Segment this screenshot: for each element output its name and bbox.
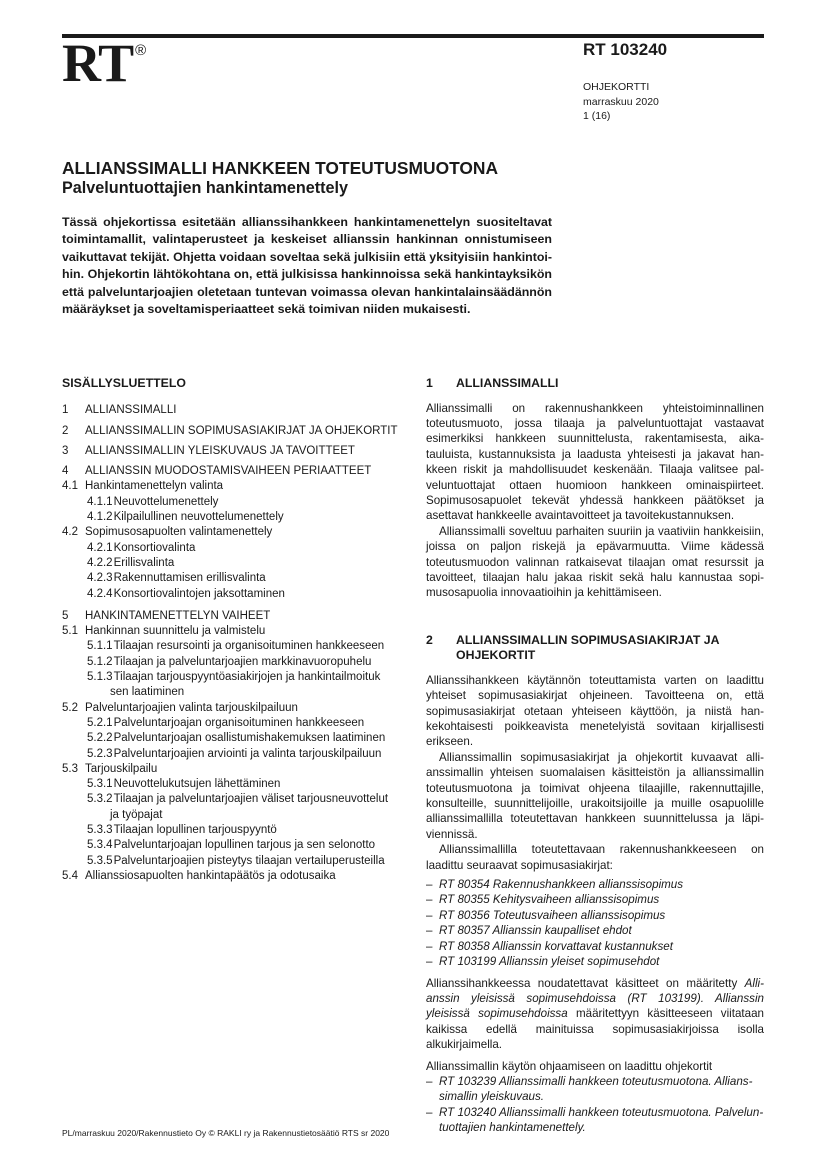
toc-number: 5.1.3 — [87, 671, 113, 684]
section-number: 2 — [426, 632, 433, 647]
toc-number: 4.2.2 — [87, 556, 113, 569]
toc-item[interactable] — [62, 403, 402, 418]
toc-number: 2 — [62, 424, 69, 437]
toc-item[interactable] — [62, 541, 402, 556]
list-item: – RT 103239 Allianssimalli hankkeen toteutusmuotona. Allianssimallin yleiskuvaus. — [426, 1074, 764, 1105]
intro-paragraph: Tässä ohjekortissa esitetään allianssihankkeen hankintamenettelyn suositeltavat toimintamallit, valintaperusteet ja keskeiset allianssin hankinnan onnistumiseen vaikuttavat tekijät. Ohjetta voidaan soveltaa sekä julkisiin että yksityisiin hankintoihin. Ohjekortin lähtökohtana on, että julkisissa hankinnoissa sekä hankintayksikön että palveluntarjoajien oletetaan tuntevan voimassa olevan hankintalainsäädännön määräykset ja soveltamisperiaatteet sekä toimivan niiden mukaisesti. — [62, 215, 552, 317]
toc-item[interactable] — [62, 556, 402, 571]
section-title: ALLIANSSIMALLIN SOPIMUSASIAKIRJAT JA OHJEKORTIT — [456, 632, 720, 663]
toc-text: Neuvottelukutsujen lähettäminen — [113, 778, 281, 791]
toc-heading: SISÄLLYSLUETTELO — [62, 376, 186, 390]
doc-date: marraskuu 2020 — [583, 95, 659, 108]
toc-item[interactable] — [62, 655, 402, 670]
title-block — [62, 158, 582, 198]
toc-text: ALLIANSSIMALLIN YLEISKUVAUS JA TAVOITTEET — [85, 444, 355, 457]
list-item: – RT 80357 Allianssin kaupalliset ehdot — [426, 923, 764, 938]
toc-text: Konsortiovalintojen jaksottaminen — [113, 587, 285, 600]
doc-number: RT 103240 — [583, 40, 668, 59]
italic-run: Allianssin yleisissä sopimusehdoissa (RT 103199). Allianssin yleisissä sopimusehdoissa — [426, 976, 764, 1021]
toc-text: ALLIANSSIMALLIN SOPIMUSASIAKIRJAT JA OHJEKORTIT — [85, 424, 398, 437]
toc-item[interactable] — [62, 670, 402, 685]
section-number: 1 — [426, 376, 433, 390]
toc-text: Neuvottelumenettely — [113, 495, 219, 508]
guide-card-list — [426, 1074, 764, 1136]
toc-text: Palveluntarjoajien arviointi ja valinta tarjouskilpailuun — [113, 747, 382, 760]
toc-number: 4.2.4 — [87, 587, 113, 600]
toc-number: 4 — [62, 465, 69, 478]
toc-number: 5.1.2 — [87, 655, 113, 668]
toc-text: Tilaajan ja palveluntarjoajien markkinavuoropuhelu — [113, 655, 372, 668]
paragraph: Allianssimallilla toteutettavaan rakennushankkeeseen on laadittu seuraavat sopimusasiakirjat: — [426, 843, 764, 872]
toc-item[interactable] — [62, 731, 402, 746]
toc-text: Allianssiosapuolten hankintapäätös ja odotusaika — [85, 869, 336, 882]
toc-number: 5.2.2 — [87, 732, 113, 745]
toc-text: Erillisvalinta — [113, 556, 175, 569]
toc-item[interactable] — [62, 747, 402, 762]
toc-number: 5.1 — [62, 625, 78, 638]
toc-text: Tilaajan tarjouspyyntöasiakirjojen ja hankintailmoituk — [113, 671, 381, 684]
toc-number: 5.4 — [62, 869, 78, 882]
toc-item[interactable] — [62, 424, 402, 439]
toc-item[interactable] — [62, 762, 402, 777]
text-run: määritettyyn käsitteeseen viitataan kaikissa edellä mainituissa sopimusasiakirjoissa isolla alkukirjaimella. — [426, 1007, 764, 1052]
toc-number: 5.3.1 — [87, 778, 113, 791]
toc-item[interactable] — [62, 479, 402, 494]
toc-number: 5.3.4 — [87, 839, 113, 852]
toc-item[interactable] — [62, 464, 402, 479]
toc-text: Rakennuttamisen erillisvalinta — [113, 572, 266, 585]
toc-number: 1 — [62, 404, 69, 417]
toc-text: Palveluntarjoajan organisoituminen hankkeeseen — [113, 716, 365, 729]
toc-text: Tilaajan lopullinen tarjouspyyntö — [113, 824, 277, 837]
toc-text: Palveluntarjoajan osallistumishakemuksen laatiminen — [113, 732, 386, 745]
table-of-contents — [62, 376, 402, 884]
toc-text: Tilaajan ja palveluntarjoajien väliset tarjousneuvottelut — [113, 793, 389, 806]
toc-number: 5.3.2 — [87, 793, 113, 806]
toc-item[interactable] — [62, 587, 402, 602]
toc-number: 5.3 — [62, 762, 78, 775]
list-item: – RT 80355 Kehitysvaiheen allianssisopimus — [426, 892, 764, 907]
contract-document-list — [426, 877, 764, 969]
paragraph: Allianssimallin käytön ohjaamiseen on laadittu ohjekortit — [426, 1059, 713, 1073]
toc-item[interactable] — [62, 495, 402, 510]
toc-item[interactable] — [62, 609, 402, 624]
toc-number: 5.3.3 — [87, 824, 113, 837]
toc-number: 3 — [62, 444, 69, 457]
toc-text: Sopimusosapuolten valintamenettely — [85, 526, 273, 539]
doc-meta — [583, 80, 659, 124]
paragraph: Allianssimalli soveltuu parhaiten suuriin ja vaativiin hankkeisiin, joissa on paljon riskejä ja epävarmuutta. Viime kädessä toteutusmuodon valinnan ratkaisevat tilaajan omat resurssit ja tavoitteet, tilaajan halu jakaa riskit sekä halu kannustaa sopimusosapuolia innovaatioihin ja kehittämiseen. — [426, 524, 764, 600]
toc-text: ALLIANSSIMALLI — [85, 404, 177, 417]
rt-logo: RT ® — [62, 33, 146, 93]
toc-item[interactable] — [62, 639, 402, 654]
toc-item[interactable] — [62, 525, 402, 540]
toc-text: Hankintamenettelyn valinta — [85, 480, 224, 493]
toc-number: 5.2.3 — [87, 747, 113, 760]
toc-item[interactable] — [62, 777, 402, 792]
toc-number: 4.1.1 — [87, 495, 113, 508]
toc-item[interactable] — [62, 823, 402, 838]
toc-text: Palveluntarjoajan lopullinen tarjous ja sen selonotto — [113, 839, 376, 852]
toc-item[interactable] — [62, 854, 402, 869]
toc-item-continuation: ja työpajat — [110, 808, 163, 821]
toc-item[interactable] — [62, 624, 402, 639]
toc-text: Hankinnan suunnittelu ja valmistelu — [85, 625, 266, 638]
paragraph: Allianssimalli on rakennushankkeen yhteistoiminnallinen toteutusmuoto, jossa tilaaja ja palveluntuottajat vastaavat esimerkiksi hankkeen suunnittelusta, rakentamisesta, aikatauluista, kustannuksista ja laadusta yhteisesti ja jakavat hankkeen riskit ja mahdollisuudet keskenään. Tilaaja valitsee palveluntuottajat ottaen huomioon hankkeen ominaispiirteet. Sopimusosapuolet tekevät yhdessä hankkeen päätökset ja asettavat hankkeelle avaintavoitteet ja tavoitekustannuksen. — [426, 401, 764, 523]
footer: PL/marraskuu 2020/Rakennustieto Oy © RAKLI ry ja Rakennustietosäätiö RTS sr 2020 — [62, 1128, 390, 1138]
toc-number: 5.1.1 — [87, 640, 113, 653]
toc-number: 4.1 — [62, 480, 78, 493]
list-item: – RT 103199 Allianssin yleiset sopimusehdot — [426, 954, 764, 969]
toc-number: 5.2 — [62, 701, 78, 714]
toc-item[interactable] — [62, 444, 402, 459]
toc-text: Palveluntarjoajien pisteytys tilaajan vertailuperusteilla — [113, 854, 385, 867]
paragraph: Allianssimallin sopimusasiakirjat ja ohjekortit kuvaavat allianssimallin yhteisen suomalaisen käsitteistön ja allianssimallin toteutusmuotona ja toimivat ohjeena tilaajille, rakennuttajille, konsulteille, suunnittelijoille, urakoitsijoille ja muille osapuolille allianssimallilla toteutettavan hankkeen suunnittelussa ja läpiviennissä. — [426, 750, 764, 841]
top-rule — [62, 34, 764, 38]
main-title: ALLIANSSIMALLI HANKKEEN TOTEUTUSMUOTONA — [62, 158, 499, 178]
toc-number: 4.2.1 — [87, 541, 113, 554]
section-2-heading — [426, 633, 764, 664]
toc-number: 4.1.2 — [87, 511, 113, 524]
list-item: – RT 80358 Allianssin korvattavat kustannukset — [426, 939, 764, 954]
toc-number: 5 — [62, 609, 69, 622]
toc-item[interactable] — [62, 510, 402, 525]
toc-text: Tilaajan resursointi ja organisoituminen hankkeeseen — [113, 640, 385, 653]
toc-number: 4.2 — [62, 526, 78, 539]
paragraph: Allianssihankkeen käytännön toteuttamista varten on laadittu yhteiset sopimusasiakirjat ohjeineen. Tavoitteena on, että sopimusasiakirjat otetaan yhteiseen käyttöön, ja niistä hankekohtaisesti poikkeavista menetelyistä sovitaan kirjallisesti erikseen. — [426, 673, 764, 749]
section-title: ALLIANSSIMALLI — [456, 376, 559, 390]
toc-item[interactable] — [62, 701, 402, 716]
registered-mark: ® — [135, 42, 146, 59]
toc-number: 4.2.3 — [87, 572, 113, 585]
toc-text: HANKINTAMENETTELYN VAIHEET — [85, 609, 271, 622]
doc-type: OHJEKORTTI — [583, 81, 650, 93]
toc-number: 5.3.5 — [87, 854, 113, 867]
toc-text: Palveluntarjoajien valinta tarjouskilpailuun — [85, 701, 298, 714]
paragraph — [426, 976, 764, 1053]
page-number: 1 (16) — [583, 110, 611, 122]
toc-text: ALLIANSSIN MUODOSTAMISVAIHEEN PERIAATTEET — [85, 465, 372, 478]
toc-text: Tarjouskilpailu — [85, 762, 158, 775]
toc-number: 5.2.1 — [87, 716, 113, 729]
list-item: – RT 80354 Rakennushankkeen allianssisopimus — [426, 877, 764, 892]
toc-item[interactable] — [62, 838, 402, 853]
body-column — [426, 376, 764, 1142]
toc-item[interactable] — [62, 869, 402, 884]
list-item: – RT 80356 Toteutusvaiheen allianssisopimus — [426, 908, 764, 923]
toc-item-continuation: sen laatiminen — [110, 686, 185, 699]
toc-item[interactable] — [62, 792, 402, 807]
section-1-heading — [426, 376, 764, 392]
list-item: – RT 103240 Allianssimalli hankkeen toteutusmuotona. Palveluntuottajien hankintamenettely. — [426, 1105, 764, 1136]
text-run: Allianssihankkeessa noudatettavat käsitteet on määritetty — [426, 976, 745, 990]
toc-text: Konsortiovalinta — [113, 541, 196, 554]
subtitle: Palveluntuottajien hankintamenettely — [62, 179, 349, 197]
toc-item[interactable] — [62, 571, 402, 586]
toc-text: Kilpailullinen neuvottelumenettely — [113, 511, 284, 524]
toc-item[interactable] — [62, 716, 402, 731]
